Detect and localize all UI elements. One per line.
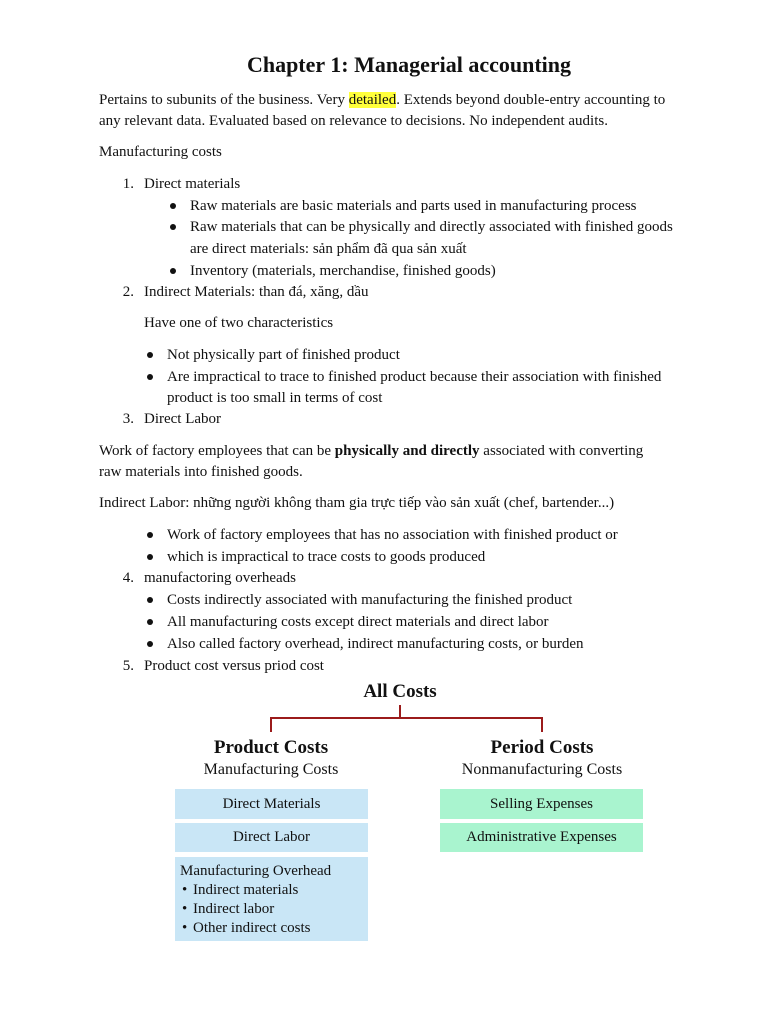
list-item: Are impractical to trace to finished product because their association with finished	[167, 369, 662, 385]
list-number: 1.	[122, 176, 134, 192]
intro-text-1: Pertains to subunits of the business. Very	[99, 92, 349, 108]
list-item: Also called factory overhead, indirect manufacturing costs, or burden	[167, 636, 584, 652]
connector-line	[541, 717, 543, 732]
bullet-icon	[170, 224, 176, 230]
list-item-label: Indirect Materials: than đá, xăng, dầu	[144, 284, 369, 300]
indirect-labor-heading: Indirect Labor: những người không tham gia trực tiếp vào sản xuất (chef, bartender...)	[99, 495, 615, 511]
list-item-label: Product cost versus priod cost	[144, 658, 324, 674]
list-item-continued: product is too small in terms of cost	[167, 390, 383, 406]
administrative-expenses-box: Administrative Expenses	[440, 823, 643, 852]
direct-materials-box: Direct Materials	[175, 789, 368, 819]
list-item: Costs indirectly associated with manufacturing the finished product	[167, 592, 573, 608]
page-title: Chapter 1: Managerial accounting	[246, 52, 572, 77]
period-costs-subheading: Nonmanufacturing Costs	[461, 761, 623, 778]
overhead-item: • Other indirect costs	[180, 919, 362, 938]
list-number: 5.	[122, 658, 134, 674]
direct-labor-text-2: associated with converting	[479, 443, 644, 459]
list-item: which is impractical to trace costs to goods produced	[167, 549, 486, 565]
intro-text-2: . Extends beyond double-entry accounting to	[396, 92, 666, 108]
bullet-icon	[170, 203, 176, 209]
bullet-icon	[147, 532, 153, 538]
list-item-label: Direct Labor	[144, 411, 222, 427]
direct-labor-line-1	[99, 441, 643, 462]
list-item: Raw materials that can be physically and directly associated with finished goods	[190, 219, 673, 235]
list-item: All manufacturing costs except direct materials and direct labor	[167, 614, 549, 630]
intro-line-1	[99, 90, 665, 111]
bullet-icon	[147, 619, 153, 625]
manufacturing-overhead-box	[175, 857, 368, 941]
connector-line	[270, 717, 272, 732]
section-heading: Manufacturing costs	[99, 144, 222, 160]
list-note: Have one of two characteristics	[144, 315, 334, 331]
bold-phrase: physically and directly	[334, 443, 480, 459]
product-costs-subheading: Manufacturing Costs	[203, 761, 339, 778]
bullet-icon	[147, 597, 153, 603]
highlighted-word: detailed	[348, 92, 397, 108]
bullet-icon	[147, 352, 153, 358]
bullet-icon	[170, 268, 176, 274]
product-costs-heading: Product Costs	[213, 737, 329, 758]
list-number: 3.	[122, 411, 134, 427]
bullet-icon	[147, 374, 153, 380]
list-item: Raw materials are basic materials and parts used in manufacturing process	[190, 198, 637, 214]
overhead-item: • Indirect materials	[180, 881, 362, 900]
list-item: Work of factory employees that has no association with finished product or	[167, 527, 618, 543]
direct-labor-text-1: Work of factory employees that can be	[99, 443, 335, 459]
list-item: Not physically part of finished product	[167, 347, 400, 363]
list-item-label: Direct materials	[144, 176, 241, 192]
selling-expenses-box: Selling Expenses	[440, 789, 643, 819]
overhead-item: • Indirect labor	[180, 900, 362, 919]
direct-labor-line-2: raw materials into finished goods.	[99, 464, 303, 480]
intro-line-2: any relevant data. Evaluated based on relevance to decisions. No independent audits.	[99, 113, 608, 129]
bullet-icon	[147, 641, 153, 647]
list-item: Inventory (materials, merchandise, finished goods)	[190, 263, 496, 279]
diagram-title: All Costs	[363, 681, 437, 702]
list-item-continued: are direct materials: sản phẩm đã qua sản xuất	[190, 241, 467, 257]
overhead-heading: Manufacturing Overhead	[180, 863, 332, 879]
list-item-label: manufactoring overheads	[144, 570, 297, 586]
connector-line	[270, 717, 543, 719]
list-number: 2.	[122, 284, 134, 300]
direct-labor-box: Direct Labor	[175, 823, 368, 852]
period-costs-heading: Period Costs	[490, 737, 594, 758]
list-number: 4.	[122, 570, 134, 586]
bullet-icon	[147, 554, 153, 560]
